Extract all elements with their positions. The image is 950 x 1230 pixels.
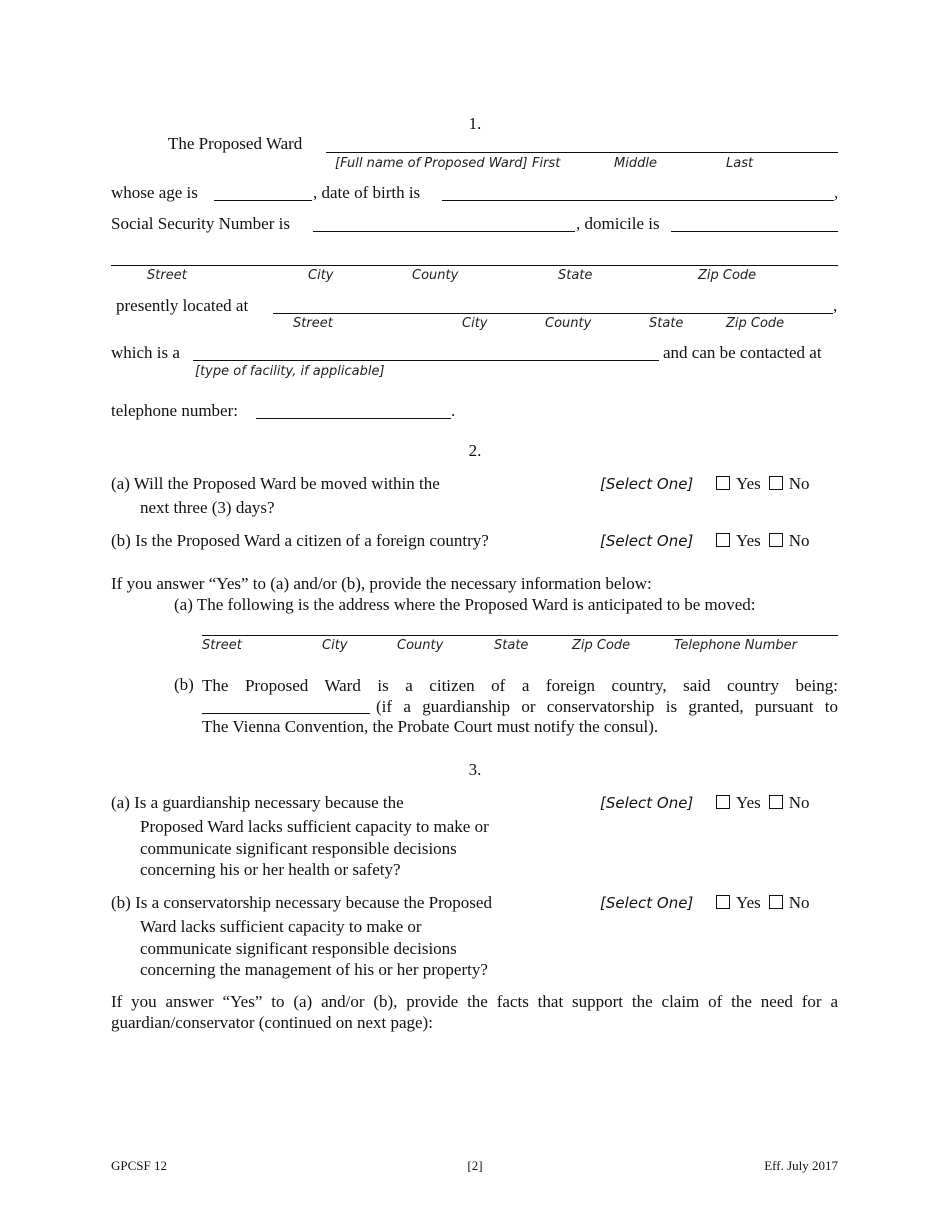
s2-question-a-line1: (a) Will the Proposed Ward be moved within the <box>111 474 440 493</box>
domicile-street-label: Street <box>147 268 187 283</box>
s3b-yes-checkbox[interactable] <box>716 895 730 909</box>
located-state-label: State <box>649 316 684 331</box>
footer-form-id: GPCSF 12 <box>111 1158 167 1173</box>
facility-hint: [type of facility, if applicable] <box>195 364 385 379</box>
s3b-no-checkbox[interactable] <box>769 895 783 909</box>
s2-question-a-line2: next three (3) days? <box>140 498 275 517</box>
domicile-zip-label: Zip Code <box>698 268 757 283</box>
s2a-no-checkbox[interactable] <box>769 476 783 490</box>
located-address-field[interactable] <box>273 313 833 314</box>
s2b-select-one-label: [Select One] <box>600 532 694 550</box>
name-first-label: First <box>532 156 561 171</box>
telephone-label: telephone number: <box>111 401 238 420</box>
ssn-label: Social Security Number is <box>111 214 290 233</box>
s3-question-b-line2: Ward lacks sufficient capacity to make or <box>140 917 422 936</box>
proposed-ward-label: The Proposed Ward <box>168 134 303 153</box>
s2-sub-b-prefix: (b) <box>174 675 194 694</box>
s2b-no-label: No <box>788 531 810 550</box>
s3b-no-label: No <box>788 893 810 912</box>
s2-sub-b-line3: The Vienna Convention, the Probate Court must notify the consul). <box>202 717 659 736</box>
s2-question-b: (b) Is the Proposed Ward a citizen of a foreign country? <box>111 531 489 550</box>
moved-street-label: Street <box>202 638 242 653</box>
s2a-yes-checkbox[interactable] <box>716 476 730 490</box>
s3a-select-one-label: [Select One] <box>600 794 694 812</box>
section-2-number: 2. <box>468 441 482 460</box>
s3a-no-label: No <box>788 793 810 812</box>
name-last-label: Last <box>726 156 754 171</box>
s2a-yes-label: Yes <box>736 474 761 493</box>
telephone-period: . <box>451 401 456 420</box>
s2a-no-label: No <box>788 474 810 493</box>
s3-question-b-line3: communicate significant responsible decisions <box>140 939 457 958</box>
domicile-label: , domicile is <box>576 214 660 233</box>
foreign-country-field[interactable] <box>202 713 370 714</box>
proposed-ward-name-field[interactable] <box>326 152 838 153</box>
which-is-label: which is a <box>111 343 180 362</box>
footer-effective-date: Eff. July 2017 <box>764 1158 838 1173</box>
s2b-no-checkbox[interactable] <box>769 533 783 547</box>
name-hint: [Full name of Proposed Ward] <box>335 156 528 171</box>
dob-comma: , <box>834 183 839 202</box>
domicile-county-label: County <box>412 268 459 283</box>
s3b-yes-label: Yes <box>736 893 761 912</box>
s3-question-b-line4: concerning the management of his or her property? <box>140 960 488 979</box>
located-label: presently located at <box>116 296 249 315</box>
moved-address-field[interactable] <box>202 635 838 636</box>
s3a-yes-checkbox[interactable] <box>716 795 730 809</box>
dob-field[interactable] <box>442 200 834 201</box>
s3a-no-checkbox[interactable] <box>769 795 783 809</box>
s3-question-a-line3: communicate significant responsible decisions <box>140 839 457 858</box>
located-city-label: City <box>462 316 488 331</box>
domicile-state-label: State <box>558 268 593 283</box>
s2-sub-b-line2: (if a guardianship or conservatorship is granted, pursuant to <box>376 697 838 716</box>
located-zip-label: Zip Code <box>726 316 785 331</box>
section-1-number: 1. <box>468 114 482 133</box>
moved-phone-label: Telephone Number <box>674 638 797 653</box>
s2a-select-one-label: [Select One] <box>600 475 694 493</box>
s2b-yes-no-group <box>716 531 818 551</box>
s3b-yes-no-group <box>716 893 818 913</box>
s3-question-a-line4: concerning his or her health or safety? <box>140 860 401 879</box>
s2b-yes-label: Yes <box>736 531 761 550</box>
located-county-label: County <box>545 316 592 331</box>
moved-city-label: City <box>322 638 348 653</box>
s3a-yes-no-group <box>716 793 818 813</box>
age-field[interactable] <box>214 200 312 201</box>
s3-question-b-line1: (b) Is a conservatorship necessary because the Proposed <box>111 893 492 912</box>
s3b-select-one-label: [Select One] <box>600 894 694 912</box>
s3a-yes-label: Yes <box>736 793 761 812</box>
domicile-field[interactable] <box>671 231 838 232</box>
s2b-yes-checkbox[interactable] <box>716 533 730 547</box>
s3-question-a-line2: Proposed Ward lacks sufficient capacity to make or <box>140 817 489 836</box>
s2-sub-b-line1: The Proposed Ward is a citizen of a foreign country, said country being: <box>202 676 838 695</box>
moved-county-label: County <box>397 638 444 653</box>
located-street-label: Street <box>293 316 333 331</box>
section-3-number: 3. <box>468 760 482 779</box>
s2-instruction: If you answer “Yes” to (a) and/or (b), provide the necessary information below: <box>111 574 652 593</box>
name-middle-label: Middle <box>614 156 657 171</box>
facility-type-field[interactable] <box>193 360 659 361</box>
s2a-yes-no-group <box>716 474 818 494</box>
domicile-city-label: City <box>308 268 334 283</box>
ssn-field[interactable] <box>313 231 575 232</box>
age-label: whose age is <box>111 183 198 202</box>
s2-sub-a: (a) The following is the address where the Proposed Ward is anticipated to be moved: <box>174 595 756 614</box>
moved-state-label: State <box>494 638 529 653</box>
located-comma: , <box>833 296 838 315</box>
telephone-field[interactable] <box>256 418 451 419</box>
moved-zip-label: Zip Code <box>572 638 631 653</box>
dob-label: , date of birth is <box>313 183 421 202</box>
s3-instruction: If you answer “Yes” to (a) and/or (b), provide the facts that support the claim of the need for a guardian/conservator (continued on next page): <box>111 992 838 1032</box>
contacted-label: and can be contacted at <box>663 343 822 362</box>
domicile-address-field[interactable] <box>111 265 838 266</box>
s3-question-a-line1: (a) Is a guardianship necessary because the <box>111 793 404 812</box>
footer-page-number: [2] <box>467 1158 483 1173</box>
